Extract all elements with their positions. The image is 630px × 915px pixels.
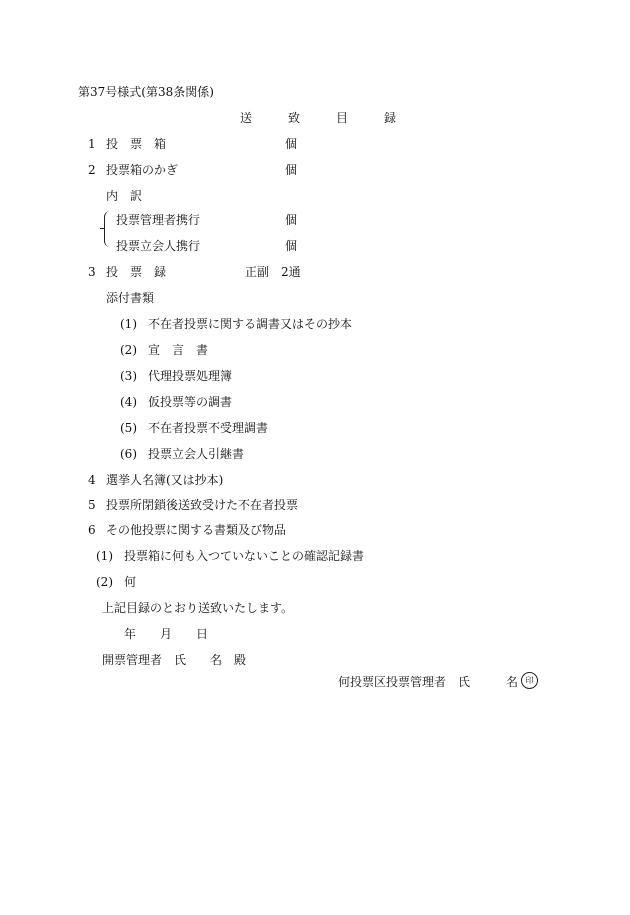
- item-4-label: 選挙人名簿(又は抄本): [106, 473, 224, 487]
- sub-item-1-number: (1): [96, 549, 113, 563]
- attachment-3-label: 代理投票処理簿: [148, 369, 233, 383]
- attachment-6-label: 投票立会人引継書: [148, 447, 245, 461]
- item-4-number: 4: [88, 473, 96, 487]
- attachment-2-label: 宣 言 書: [148, 343, 209, 357]
- item-2-number: 2: [88, 163, 96, 177]
- item-6-label: その他投票に関する書類及び物品: [106, 523, 287, 537]
- attachment-5-number: (5): [120, 421, 137, 435]
- attachment-1-label: 不在者投票に関する調書又はその抄本: [148, 317, 353, 331]
- breakdown-brace: [104, 211, 113, 247]
- breakdown-2-unit: 個: [285, 239, 298, 253]
- attachment-6-number: (6): [120, 447, 137, 461]
- sub-item-2-number: (2): [96, 575, 113, 589]
- attachment-1-number: (1): [120, 317, 137, 331]
- item-3-label: 投 票 録: [106, 265, 167, 279]
- item-3-unit: 正副 2通: [245, 265, 301, 279]
- attachments-heading: 添付書類: [106, 291, 155, 305]
- item-5-number: 5: [88, 498, 96, 512]
- recipient-line: 開票管理者 氏 名 殿: [102, 653, 247, 667]
- breakdown-1-label: 投票管理者携行: [116, 213, 201, 227]
- item-1-unit: 個: [285, 137, 298, 151]
- item-5-label: 投票所閉鎖後送致受けた不在者投票: [106, 498, 299, 512]
- item-2-label: 投票箱のかぎ: [106, 163, 179, 177]
- item-1-number: 1: [88, 137, 96, 151]
- sender-line: 何投票区投票管理者 氏 名: [338, 675, 519, 689]
- breakdown-1-unit: 個: [285, 213, 298, 227]
- item-1-label: 投 票 箱: [106, 137, 167, 151]
- sub-item-2-label: 何: [124, 575, 137, 589]
- attachment-4-number: (4): [120, 395, 137, 409]
- document-title: 送 致 目 録: [240, 111, 397, 125]
- breakdown-heading: 内 訳: [106, 189, 143, 203]
- form-number: 第37号様式(第38条関係): [78, 85, 214, 99]
- item-3-number: 3: [88, 265, 96, 279]
- closing-statement: 上記目録のとおり送致いたします。: [102, 601, 294, 615]
- seal-icon: 印: [521, 672, 538, 689]
- breakdown-2-label: 投票立会人携行: [116, 239, 201, 253]
- attachment-5-label: 不在者投票不受理調書: [148, 421, 269, 435]
- item-2-unit: 個: [285, 163, 298, 177]
- attachment-2-number: (2): [120, 343, 137, 357]
- attachment-3-number: (3): [120, 369, 137, 383]
- item-6-number: 6: [88, 523, 96, 537]
- sub-item-1-label: 投票箱に何も入つていないことの確認記録書: [124, 549, 365, 563]
- date-line: 年 月 日: [124, 627, 209, 641]
- attachment-4-label: 仮投票等の調書: [148, 395, 233, 409]
